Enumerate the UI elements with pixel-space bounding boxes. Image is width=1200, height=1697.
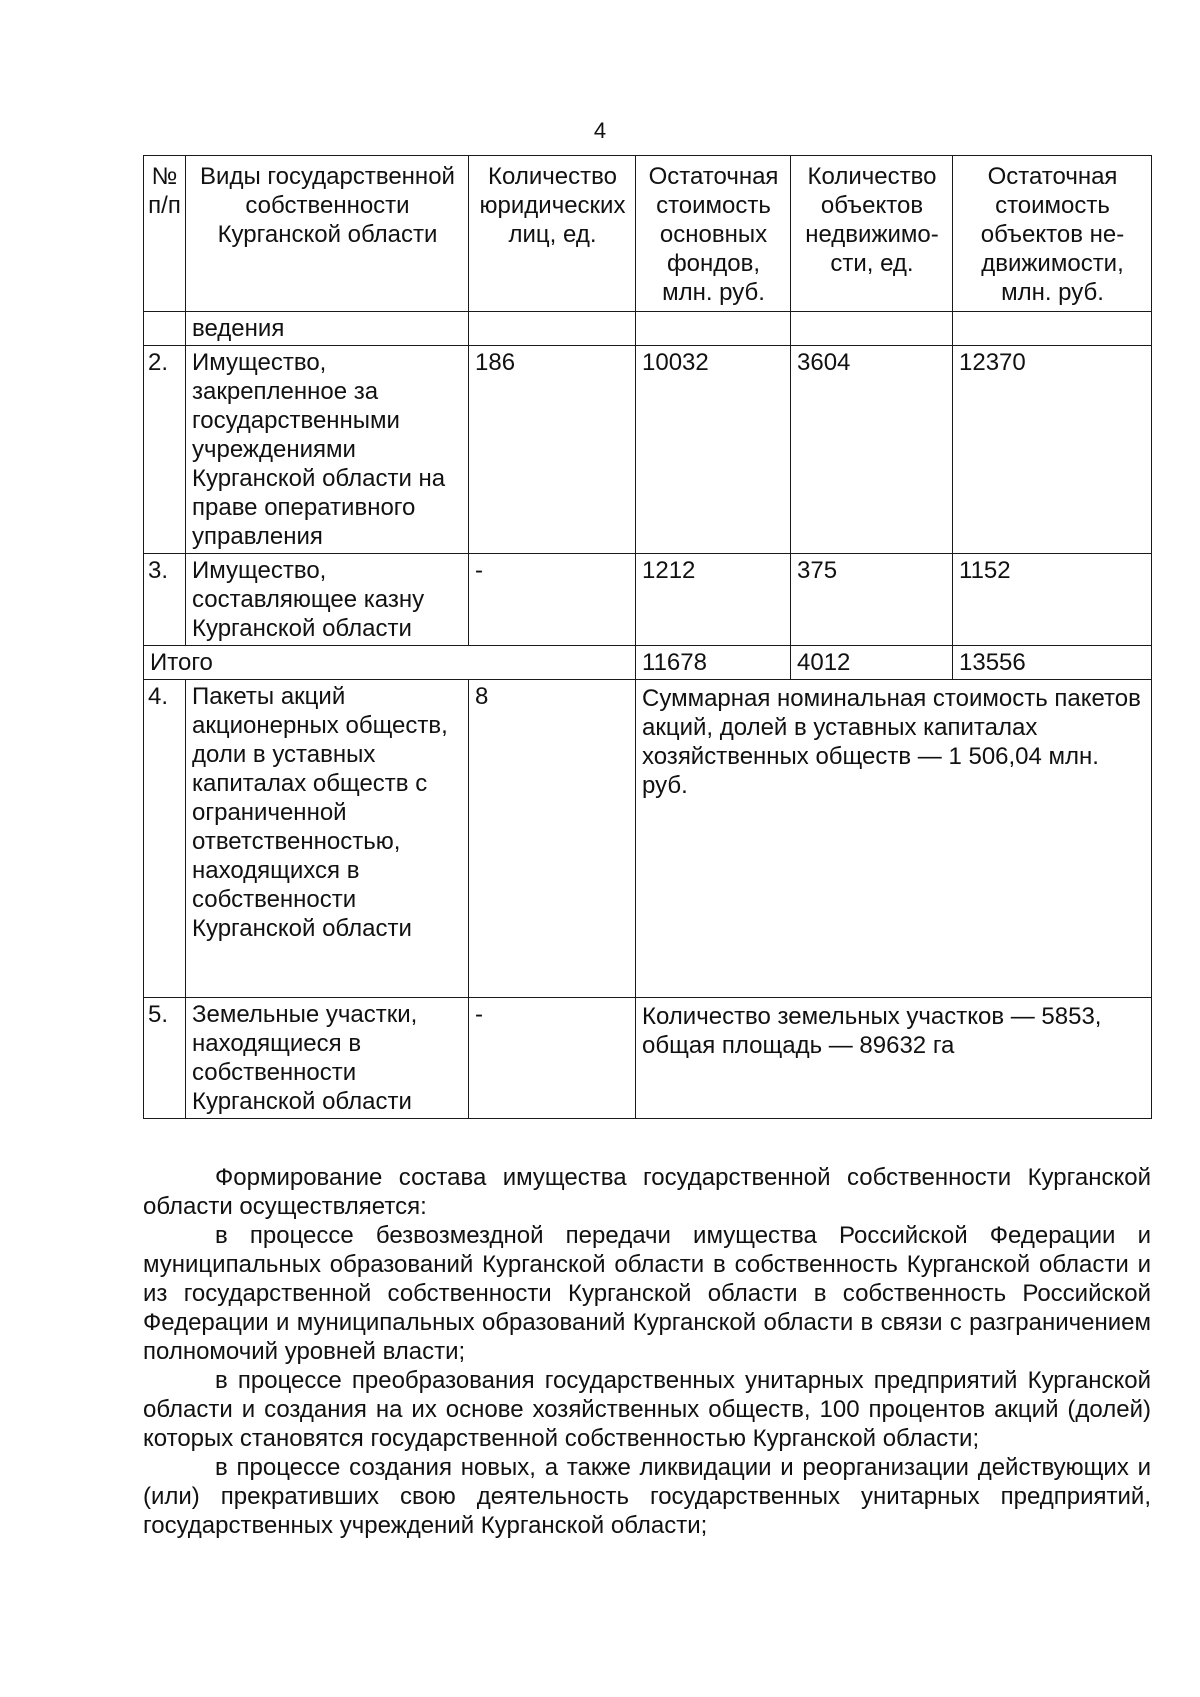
row-residual-funds: 1212	[636, 554, 791, 646]
table-row	[144, 554, 1152, 646]
header-residual-funds: Остаточная стоимость основных фондов, млн. руб.	[636, 156, 791, 312]
header-num: № п/п	[144, 156, 186, 312]
continued-type: ведения	[186, 312, 469, 346]
land-note: Количество земельных участков — 5853, общая площадь — 89632 га	[636, 998, 1152, 1119]
total-realty-value: 13556	[953, 646, 1152, 680]
row-legal-entities: 186	[469, 346, 636, 554]
total-residual-funds: 11678	[636, 646, 791, 680]
row-num: 3.	[144, 554, 186, 646]
land-num: 5.	[144, 998, 186, 1119]
table-row-continued	[144, 312, 1152, 346]
shares-note: Суммарная номинальная стоимость пакетов акций, долей в уставных капиталах хозяйственных обществ — 1 506,04 млн. руб.	[636, 680, 1152, 998]
row-realty-count: 375	[791, 554, 953, 646]
shares-type: Пакеты акций акционерных обществ, доли в уставных капиталах обществ с ограниченной ответственностью, находящихся в собственности Курганской области	[186, 680, 469, 998]
land-type: Земельные участки, находящиеся в собственности Курганской области	[186, 998, 469, 1119]
shares-legal-entities: 8	[469, 680, 636, 998]
paragraph: в процессе создания новых, а также ликвидации и реорганизации действующих и (или) прекративших свою деятельность государственных унитарных предприятий, государственных учреждений Курганской области;	[143, 1454, 1151, 1539]
page-number: 4	[593, 118, 607, 143]
row-num: 2.	[144, 346, 186, 554]
row-realty-count: 3604	[791, 346, 953, 554]
paragraph: Формирование состава имущества государственной собственности Курганской области осуществляется:	[143, 1164, 1151, 1220]
paragraph: в процессе преобразования государственных унитарных предприятий Курганской области и создания на их основе хозяйственных обществ, 100 процентов акций (долей) которых становятся государственной собственностью Курганской области;	[143, 1367, 1151, 1452]
paragraph: в процессе безвозмездной передачи имущества Российской Федерации и муниципальных образований Курганской области в собственность Курганской области и из государственной собственности Курганской области в собственность Российской Федерации и муниципальных образований Курганской области в связи с разграничением полномочий уровней власти;	[143, 1222, 1151, 1365]
row-type: Имущество, закрепленное за государственными учреждениями Курганской области на праве оперативного управления	[186, 346, 469, 554]
land-legal-entities: -	[469, 998, 636, 1119]
shares-num: 4.	[144, 680, 186, 998]
property-table	[143, 155, 1152, 1119]
header-type: Виды государственной собственности Курганской области	[186, 156, 469, 312]
row-residual-funds: 10032	[636, 346, 791, 554]
row-legal-entities: -	[469, 554, 636, 646]
row-type: Имущество, составляющее казну Курганской области	[186, 554, 469, 646]
table-row	[144, 346, 1152, 554]
table-row-shares	[144, 680, 1152, 998]
table-row-land	[144, 998, 1152, 1119]
header-legal-entities: Количество юридических лиц, ед.	[469, 156, 636, 312]
table-total-row	[144, 646, 1152, 680]
body-text	[143, 1163, 1151, 1540]
total-realty-count: 4012	[791, 646, 953, 680]
row-realty-value: 1152	[953, 554, 1152, 646]
row-realty-value: 12370	[953, 346, 1152, 554]
total-label: Итого	[144, 646, 636, 680]
header-realty-count: Количество объектов недвижимо-сти, ед.	[791, 156, 953, 312]
header-realty-value: Остаточная стоимость объектов не-движимости, млн. руб.	[953, 156, 1152, 312]
table-header-row	[144, 156, 1152, 312]
